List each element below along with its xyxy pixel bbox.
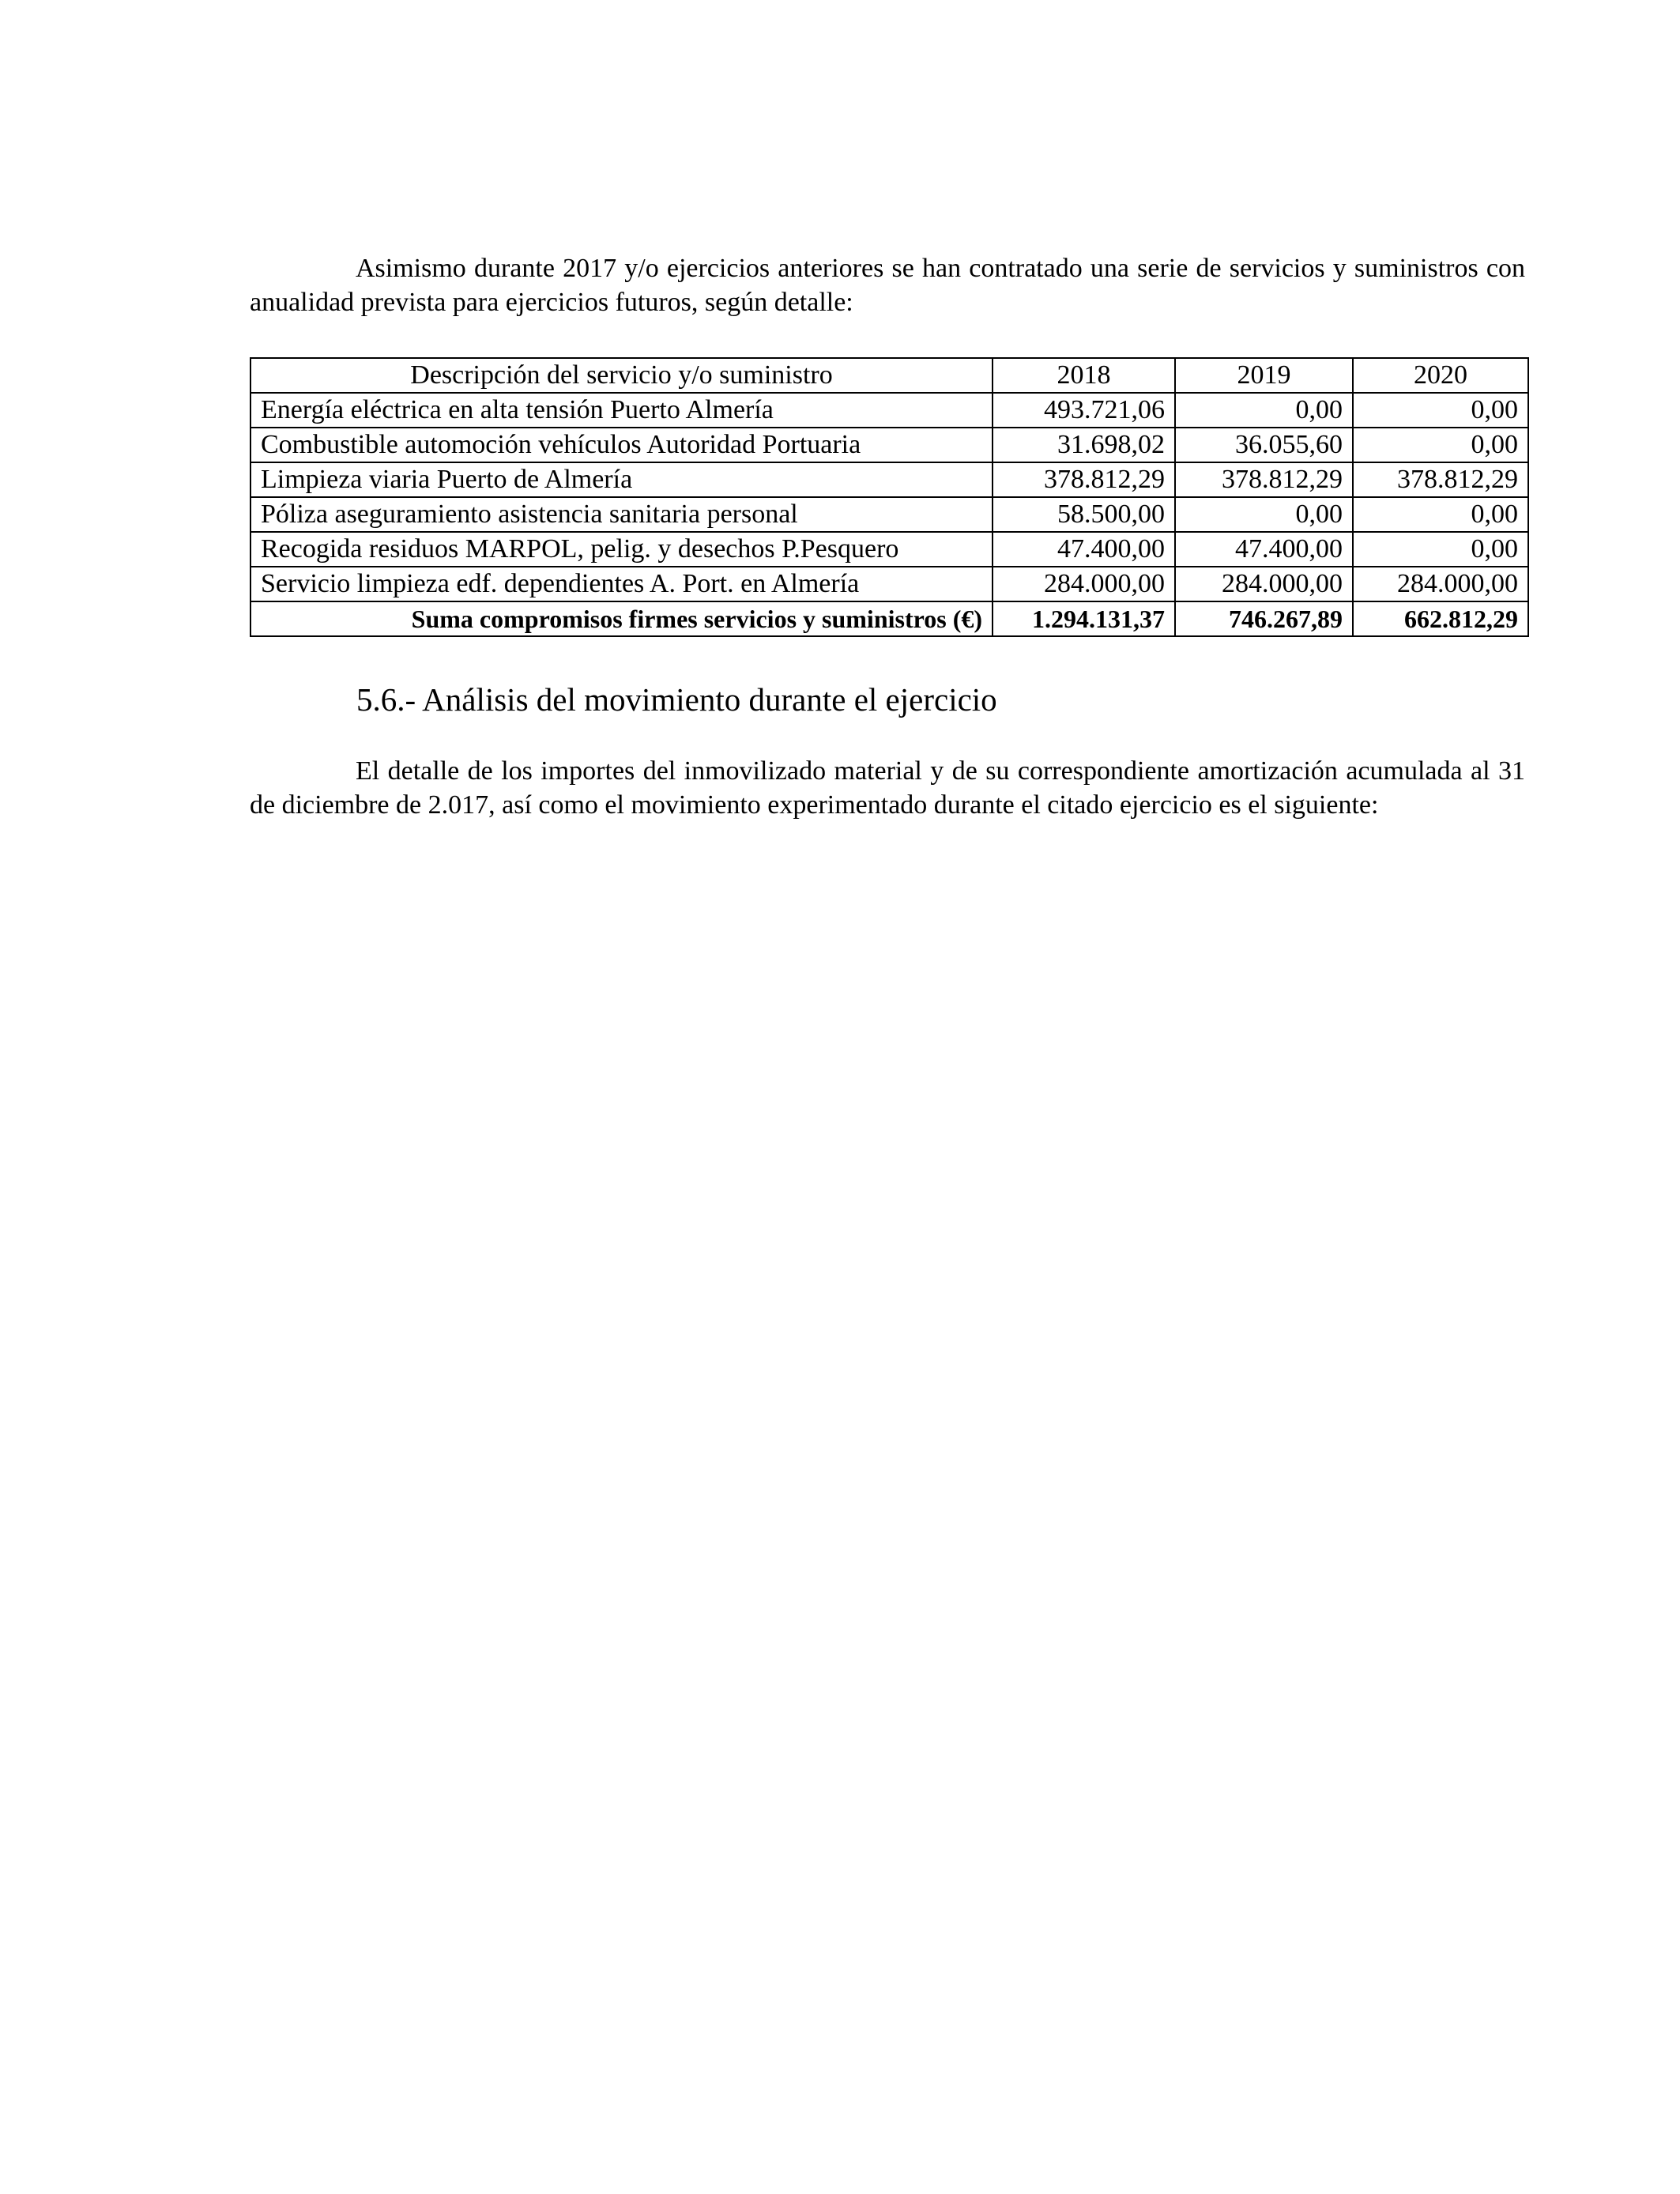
total-value-2019: 746.267,89 xyxy=(1175,601,1353,636)
row-value-2018: 493.721,06 xyxy=(993,393,1175,428)
intro-paragraph: Asimismo durante 2017 y/o ejercicios anteriores se han contratado una serie de servicios y suministros con anualidad prevista para ejercicios futuros, según detalle: xyxy=(250,254,1525,317)
column-header-2018: 2018 xyxy=(993,358,1175,393)
table-row xyxy=(250,567,1528,601)
total-value-2020: 662.812,29 xyxy=(1353,601,1528,636)
column-header-2020: 2020 xyxy=(1353,358,1528,393)
row-description: Limpieza viaria Puerto de Almería xyxy=(250,462,993,497)
row-value-2019: 0,00 xyxy=(1175,393,1353,428)
total-value-2018: 1.294.131,37 xyxy=(993,601,1175,636)
row-value-2018: 284.000,00 xyxy=(993,567,1175,601)
table-row xyxy=(250,428,1528,462)
table-header-row xyxy=(250,358,1528,393)
detail-paragraph: El detalle de los importes del inmovilizado material y de su correspondiente amortización acumulada al 31 de diciembre de 2.017, así como el movimiento experimentado durante el citado ejercicio es el siguiente: xyxy=(250,756,1525,820)
row-value-2019: 0,00 xyxy=(1175,497,1353,532)
table-row xyxy=(250,462,1528,497)
row-value-2020: 0,00 xyxy=(1353,393,1528,428)
column-header-description: Descripción del servicio y/o suministro xyxy=(250,358,993,393)
table-row xyxy=(250,393,1528,428)
commitments-table xyxy=(250,357,1529,637)
row-value-2019: 36.055,60 xyxy=(1175,428,1353,462)
row-description: Póliza aseguramiento asistencia sanitaria personal xyxy=(250,497,993,532)
row-value-2018: 47.400,00 xyxy=(993,532,1175,567)
section-heading: 5.6.- Análisis del movimiento durante el ejercicio xyxy=(356,681,997,718)
row-description: Servicio limpieza edf. dependientes A. Port. en Almería xyxy=(250,567,993,601)
total-description: Suma compromisos firmes servicios y suministros (€) xyxy=(250,601,993,636)
row-description: Energía eléctrica en alta tensión Puerto Almería xyxy=(250,393,993,428)
row-value-2018: 378.812,29 xyxy=(993,462,1175,497)
row-value-2018: 31.698,02 xyxy=(993,428,1175,462)
row-value-2020: 284.000,00 xyxy=(1353,567,1528,601)
row-description: Recogida residuos MARPOL, pelig. y desechos P.Pesquero xyxy=(250,532,993,567)
table-row xyxy=(250,532,1528,567)
row-value-2020: 0,00 xyxy=(1353,532,1528,567)
row-description: Combustible automoción vehículos Autoridad Portuaria xyxy=(250,428,993,462)
row-value-2019: 284.000,00 xyxy=(1175,567,1353,601)
table-row xyxy=(250,497,1528,532)
row-value-2020: 0,00 xyxy=(1353,428,1528,462)
table-total-row xyxy=(250,601,1528,636)
row-value-2018: 58.500,00 xyxy=(993,497,1175,532)
row-value-2020: 0,00 xyxy=(1353,497,1528,532)
row-value-2019: 378.812,29 xyxy=(1175,462,1353,497)
column-header-2019: 2019 xyxy=(1175,358,1353,393)
row-value-2019: 47.400,00 xyxy=(1175,532,1353,567)
row-value-2020: 378.812,29 xyxy=(1353,462,1528,497)
